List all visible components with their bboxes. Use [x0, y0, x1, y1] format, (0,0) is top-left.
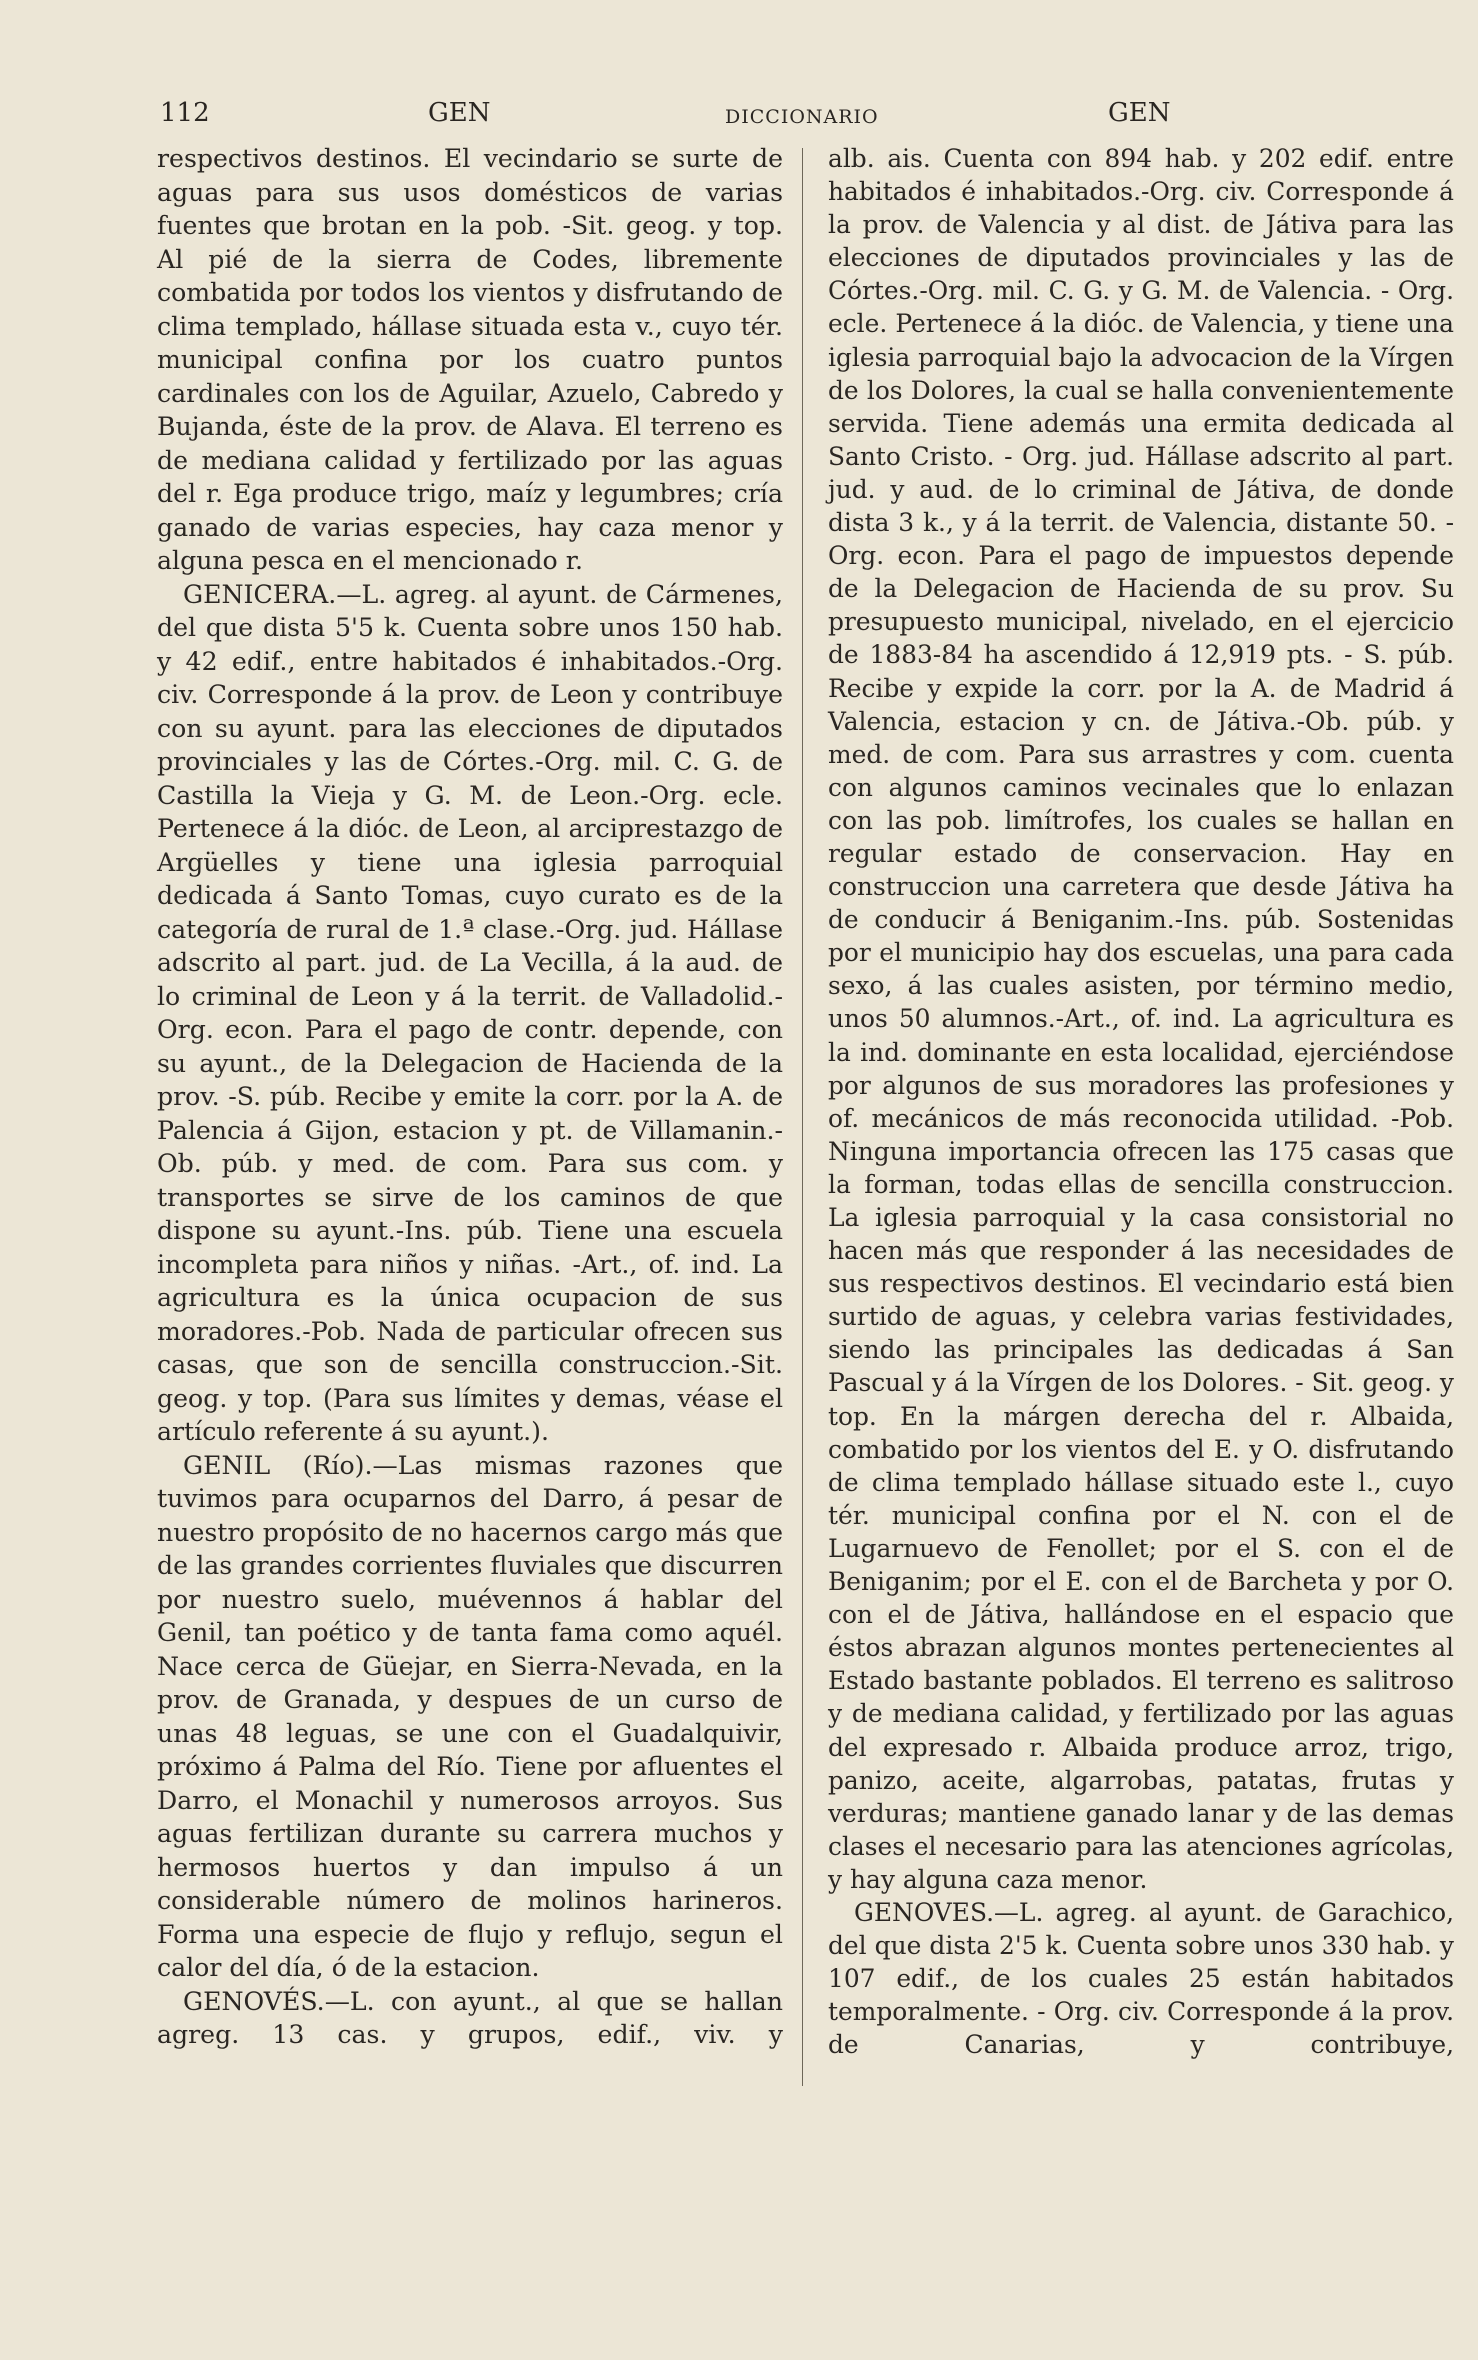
entry-genoves-canarias: GENOVES.—L. agreg. al ayunt. de Garachico, del que dista 2'5 k. Cuenta sobre unos 330 hab. y 107 edif., de los cuales 25 están habitados temporalmente. - Org. civ. Corresponde á la prov. de Canarias, y contribuye,: [828, 1897, 1454, 2060]
entry-genoves-valencia: GENOVÉS.—L. con ayunt., al que se hallan agreg. 13 cas. y grupos, edif., viv. y: [157, 1986, 783, 2049]
paragraph-continuation: respectivos destinos. El vecindario se surte de aguas para sus usos domésticos de varias fuentes que brotan en la pob. -Sit. geog. y top. Al pié de la sierra de Codes, libremente combatida por todos los vientos y disfrutando de clima templado, hállase situada esta v., cuyo tér. municipal confina por los cuatro puntos cardinales con los de Aguilar, Azuelo, Cabredo y Bujanda, éste de la prov. de Alava. El terreno es de mediana calidad y fertilizado por las aguas del r. Ega produce trigo, maíz y legumbres; cría ganado de varias especies, hay caza menor y alguna pesca en el mencionado r.: [157, 144, 783, 575]
right-column: [828, 142, 1454, 2061]
column-divider: [802, 148, 803, 2086]
paragraph-continuation: alb. ais. Cuenta con 894 hab. y 202 edif. entre habitados é inhabitados.-Org. civ. Corresponde á la prov. de Valencia y al dist. de Játiva para las elecciones de diputados provinciales y las de Córtes.-Org. mil. C. G. y G. M. de Valencia. - Org. ecle. Pertenece á la dióc. de Valencia, y tiene una iglesia parroquial bajo la advocacion de la Vírgen de los Dolores, la cual se halla convenientemente servida. Tiene además una ermita dedicada al Santo Cristo. - Org. jud. Hállase adscrito al part. jud. y aud. de lo criminal de Játiva, de donde dista 3 k., y á la territ. de Valencia, distante 50. - Org. econ. Para el pago de impuestos depende de la Delegacion de Hacienda de su prov. Su presupuesto municipal, nivelado, en el ejercicio de 1883-84 ha ascendido á 12,919 pts. - S. púb. Recibe y expide la corr. por la A. de Madrid á Valencia, estacion y cn. de Játiva.-Ob. púb. y med. de com. Para sus arrastres y com. cuenta con algunos caminos vecinales que lo enlazan con las pob. limítrofes, los cuales se hallan en regular estado de conservacion. Hay en construccion una carretera que desde Játiva ha de conducir á Beniganim.-Ins. púb. Sostenidas por el municipio hay dos escuelas, una para cada sexo, á las cuales asisten, por término medio, unos 50 alumnos.-Art., of. ind. La agricultura es la ind. dominante en esta localidad, ejerciéndose por algunos de sus moradores las profesiones y of. mecánicos de más reconocida utilidad. -Pob. Ninguna importancia ofrecen las 175 casas que la forman, todas ellas de sencilla construccion. La iglesia parroquial y la casa consistorial no hacen más que responder á las necesidades de sus respectivos destinos. El vecindario está bien surtido de aguas, y celebra varias festividades, siendo las principales las dedicadas á San Pascual y á la Vírgen de los Dolores. - Sit. geog. y top. En la márgen derecha del r. Albaida, combatido por los vientos del E. y O. disfrutando de clima templado hállase situado este l., cuyo tér. municipal confina por el N. con el de Lugarnuevo de Fenollet; por el S. con el de Beniganim; por el E. con el de Barcheta y por O. con el de Játiva, hallándose en el espacio que éstos abrazan algunos montes pertenecientes al Estado bastante poblados. El terreno es salitroso y de mediana calidad, y fertilizado por las aguas del expresado r. Albaida produce arroz, trigo, panizo, aceite, algarrobas, patatas, frutas y verduras; mantiene ganado lanar y de las demas clases el necesario para las atenciones agrícolas, y hay alguna caza menor.: [828, 144, 1454, 1894]
running-header: [160, 98, 1452, 138]
header-title: DICCIONARIO: [725, 106, 879, 128]
header-left-word: GEN: [428, 98, 491, 128]
page-number: 112: [160, 98, 210, 128]
left-column: [157, 142, 783, 2052]
header-right-word: GEN: [1108, 98, 1171, 128]
entry-genicera: GENICERA.—L. agreg. al ayunt. de Cármenes, del que dista 5'5 k. Cuenta sobre unos 150 hab. y 42 edif., entre habitados é inhabitados.-Org. civ. Corresponde á la prov. de Leon y contribuye con su ayunt. para las elecciones de diputados provinciales y las de Córtes.-Org. mil. C. G. de Castilla la Vieja y G. M. de Leon.-Org. ecle. Pertenece á la dióc. de Leon, al arciprestazgo de Argüelles y tiene una iglesia parroquial dedicada á Santo Tomas, cuyo curato es de la categoría de rural de 1.ª clase.-Org. jud. Hállase adscrito al part. jud. de La Vecilla, á la aud. de lo criminal de Leon y á la territ. de Valladolid.-Org. econ. Para el pago de contr. depende, con su ayunt., de la Delegacion de Hacienda de la prov. -S. púb. Recibe y emite la corr. por la A. de Palencia á Gijon, estacion y pt. de Villamanin.- Ob. púb. y med. de com. Para sus com. y transportes se sirve de los caminos de que dispone su ayunt.-Ins. púb. Tiene una escuela incompleta para niños y niñas. -Art., of. ind. La agricultura es la única ocupacion de sus moradores.-Pob. Nada de particular ofrecen sus casas, que son de sencilla construccion.-Sit. geog. y top. (Para sus límites y demas, véase el artículo referente á su ayunt.).: [157, 579, 783, 1446]
entry-genil: GENIL (Río).—Las mismas razones que tuvimos para ocuparnos del Darro, á pesar de nuestro propósito de no hacernos cargo más que de las grandes corrientes fluviales que discurren por nuestro suelo, muévennos á hablar del Genil, tan poético y de tanta fama como aquél. Nace cerca de Güejar, en Sierra-Nevada, en la prov. de Granada, y despues de un curso de unas 48 leguas, se une con el Guadalquivir, próximo á Palma del Río. Tiene por afluentes el Darro, el Monachil y numerosos arroyos. Sus aguas fertilizan durante su carrera muchos y hermosos huertos y dan impulso á un considerable número de molinos harineros. Forma una especie de flujo y reflujo, segun el calor del día, ó de la estacion.: [157, 1450, 783, 1982]
